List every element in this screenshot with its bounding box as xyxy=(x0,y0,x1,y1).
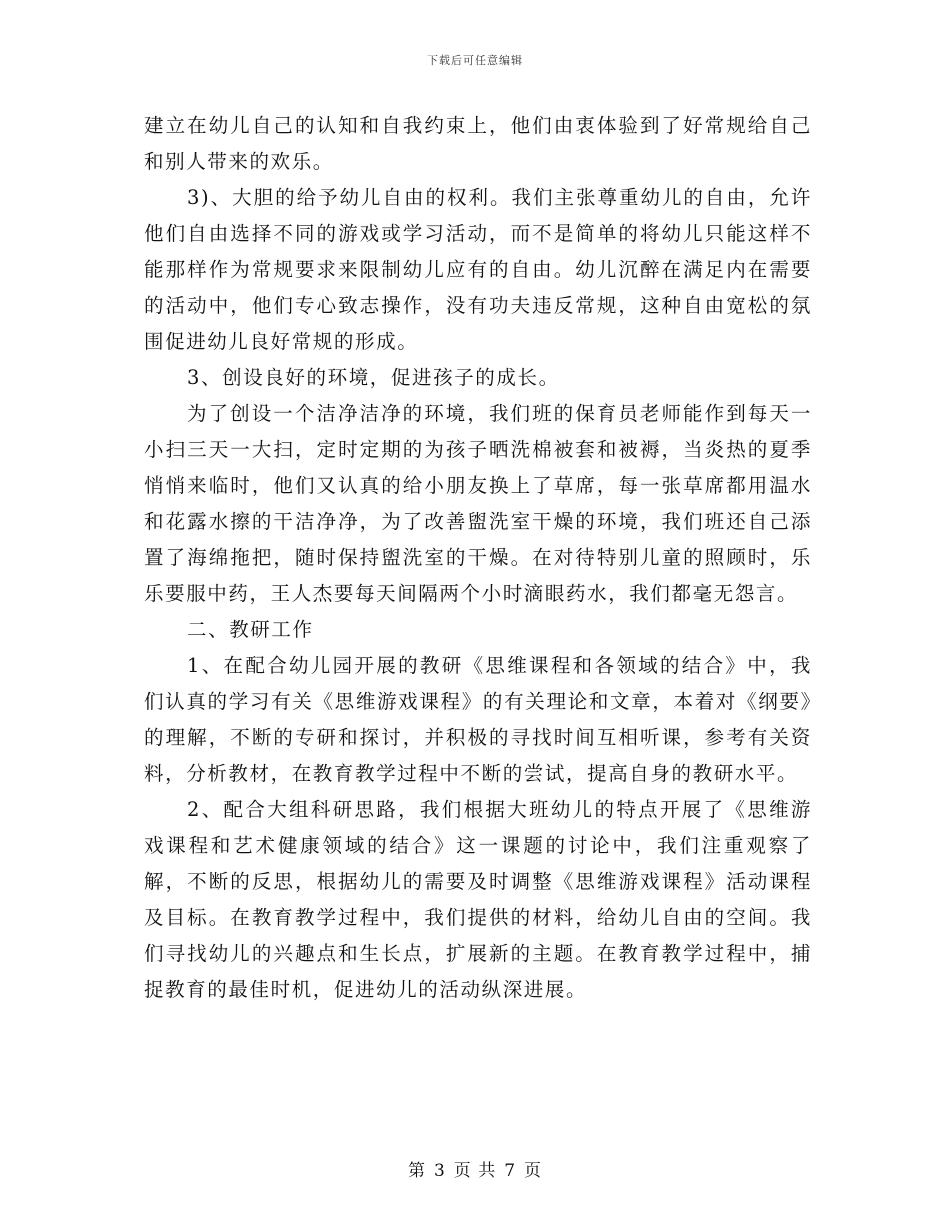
footer-current-page: 3 xyxy=(433,1161,446,1181)
footer-suffix: 页 xyxy=(524,1161,543,1181)
paragraph-continuation: 建立在幼儿自己的认知和自我约束上，他们由衷体验到了好常规给自己和别人带来的欢乐。 xyxy=(144,114,812,173)
section-heading-teaching-research: 二、教研工作 xyxy=(187,618,314,641)
footer-prefix: 第 xyxy=(407,1161,426,1181)
paragraph-environment-heading: 3、创设良好的环境，促进孩子的成长。 xyxy=(187,366,560,389)
paragraph-research-1: 1、在配合幼儿园开展的教研《思维课程和各领域的结合》中，我们认真的学习有关《思维游戏课程》的有关理论和文章，本着对《纲要》的理解，不断的专研和探讨，并积极的寻找时间互相听课，参考有关资料，分析教材，在教育教学过程中不断的尝试，提高自身的教研水平。 xyxy=(144,654,812,785)
footer-total-pages: 7 xyxy=(504,1161,517,1181)
page-footer xyxy=(0,1156,950,1181)
header-text: 下载后可任意编辑 xyxy=(427,54,523,67)
footer-middle: 页 共 xyxy=(453,1161,497,1181)
paragraph-environment: 为了创设一个洁净洁净的环境，我们班的保育员老师能作到每天一小扫三天一大扫，定时定期的为孩子晒洗棉被套和被褥，当炎热的夏季悄悄来临时，他们又认真的给小朋友换上了草席，每一张草席都用温水和花露水擦的干洁净净，为了改善盥洗室干燥的环境，我们班还自己添置了海绵拖把，随时保持盥洗室的干燥。在对待特别儿童的照顾时，乐乐要服中药，王人杰要每天间隔两个小时滴眼药水，我们都毫无怨言。 xyxy=(144,402,812,605)
paragraph-research-2: 2、配合大组科研思路，我们根据大班幼儿的特点开展了《思维游戏课程和艺术健康领域的结合》这一课题的讨论中，我们注重观察了解，不断的反思，根据幼儿的需要及时调整《思维游戏课程》活动课程及目标。在教育教学过程中，我们提供的材料，给幼儿自由的空间。我们寻找幼儿的兴趣点和生长点，扩展新的主题。在教育教学过程中，捕捉教育的最佳时机，促进幼儿的活动纵深进展。 xyxy=(144,798,812,1001)
document-body xyxy=(144,108,812,1008)
paragraph-freedom: 3)、大胆的给予幼儿自由的权利。我们主张尊重幼儿的自由，允许他们自由选择不同的游戏或学习活动，而不是简单的将幼儿只能这样不能那样作为常规要求来限制幼儿应有的自由。幼儿沉醉在满足内在需要的活动中，他们专心致志操作，没有功夫违反常规，这种自由宽松的氛围促进幼儿良好常规的形成。 xyxy=(144,186,812,353)
page-header xyxy=(0,52,950,68)
